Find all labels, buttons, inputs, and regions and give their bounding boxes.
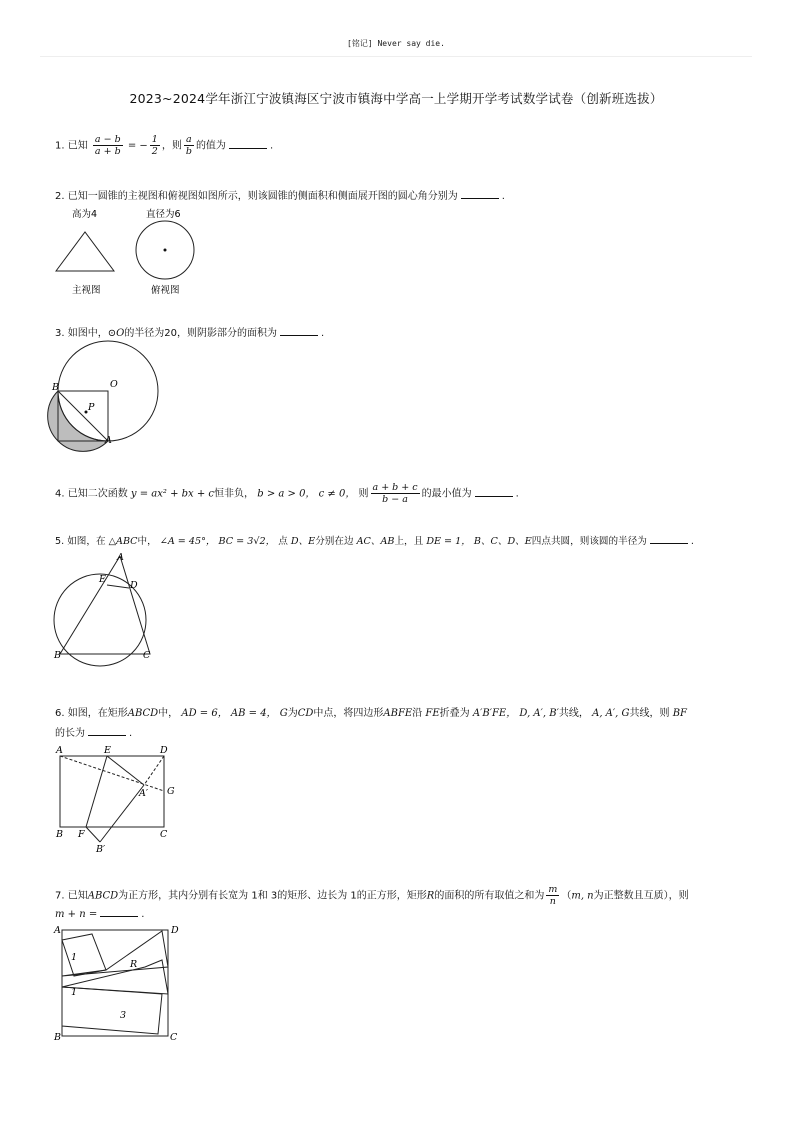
q6-label-b-prime: B′: [96, 844, 106, 855]
q5-segment-de: [107, 585, 129, 588]
q5-de: DE = 1，: [426, 536, 471, 547]
q1-end: .: [269, 140, 274, 152]
question-2: [55, 190, 505, 204]
q6-label-b: B: [56, 829, 63, 840]
question-6: [55, 707, 687, 721]
q5-label-e: E: [99, 574, 106, 585]
q4-end: .: [515, 488, 519, 500]
q6-t-k: 沿: [412, 708, 423, 719]
q7-t-e: 的面积的所有取值之和为: [434, 890, 545, 902]
q5-text-b: 中，: [137, 536, 157, 547]
q6-label-a: A: [56, 745, 63, 756]
q7-label-a: A: [54, 925, 61, 936]
q1-frac2-den: 2: [151, 146, 158, 157]
question-7-line-2: [55, 908, 144, 922]
q2-circle-center: [164, 249, 167, 252]
q2-height-label: 高为4: [72, 209, 98, 220]
q4-fraction: [371, 482, 420, 505]
q7-frac-num: m: [548, 884, 558, 895]
q3-shaded-region: [48, 391, 108, 451]
q4-quadratic: y = ax² + bx + c: [130, 488, 215, 500]
q5-triangle: △ABC: [108, 536, 138, 547]
q6-label-g: G: [167, 786, 175, 797]
q7-end: .: [141, 909, 145, 920]
q7-line2: m + n =: [55, 909, 98, 920]
question-7: [55, 884, 689, 907]
q6-t-s: BF: [672, 708, 687, 719]
q7-t-b: ABCD: [87, 890, 119, 902]
q5-sides: AC、AB: [356, 536, 395, 547]
q6-line2: 的长为: [55, 728, 85, 739]
q6-fold-ea: [107, 756, 144, 785]
q1-answer-blank[interactable]: [229, 140, 267, 149]
q7-fraction: [546, 884, 559, 907]
q4-text-d: 的最小值为: [421, 488, 472, 500]
q7-t-h: 为正整数且互质），则: [593, 890, 689, 902]
q6-figure: [50, 742, 185, 854]
q7-t-c: 为正方形，其内分别有长宽为 1和 3的矩形、边长为 1的正方形，矩形: [118, 890, 427, 902]
q6-t-r: 共线，则: [629, 708, 670, 719]
q6-t-p: 共线，: [558, 708, 589, 719]
q6-t-o: D, A′, B′: [519, 708, 559, 719]
q7-figure: [50, 922, 185, 1043]
q5-text-c: 点: [278, 536, 288, 547]
q6-t-n: A′B′FE，: [472, 708, 517, 719]
question-1: [55, 134, 273, 157]
q5-points: D、E: [290, 536, 316, 547]
q5-angle: ∠A = 45°，: [159, 536, 216, 547]
q6-label-a-prime: A′: [139, 788, 149, 799]
q5-text-e: 上，且: [394, 536, 424, 547]
q3-label-b: B: [52, 382, 59, 393]
q6-line-b-f: [86, 827, 100, 842]
q2-text: 2. 已知一圆锥的主视图和俯视图如图所示，则该圆锥的侧面积和侧面展开图的圆心角分别为: [55, 191, 458, 202]
q7-unit-square-2: [62, 960, 168, 994]
q7-t-g: m, n: [571, 890, 594, 902]
q2-front-caption: 主视图: [72, 285, 101, 296]
q4-text-a: 4. 已知二次函数: [55, 488, 128, 500]
q7-label-1a: 1: [71, 952, 78, 963]
q3-end: .: [321, 328, 325, 339]
q4-text-c: 则: [358, 488, 369, 500]
q6-t-e: AB = 4，: [230, 708, 277, 719]
q6-t-d: AD = 6，: [181, 708, 228, 719]
q7-label-3: 3: [120, 1010, 127, 1021]
q5-text-f: 四点共圆，则该圆的半径为: [531, 536, 647, 547]
q1-fraction-a-over-b: [184, 134, 194, 157]
q6-end: .: [129, 728, 133, 739]
q3-text-b: 的半径为20，则阴影部分的面积为: [124, 328, 278, 339]
q1-frac3-den: b: [185, 146, 192, 157]
q6-fold-fe: [86, 756, 107, 827]
q4-frac-den: b − a: [382, 494, 408, 505]
q1-frac1-num: a − b: [94, 134, 121, 145]
q3-figure: [50, 340, 165, 450]
q5-text-d: 分别在边: [315, 536, 354, 547]
q6-t-j: ABFE: [383, 708, 413, 719]
q6-t-h: CD: [297, 708, 314, 719]
q7-answer-blank[interactable]: [100, 908, 138, 917]
q6-label-d: D: [160, 745, 168, 756]
q1-frac2-num: 1: [151, 134, 158, 145]
q6-rectangle-abcd: [60, 756, 164, 827]
q2-figure: [50, 205, 210, 300]
q3-label-p: P: [88, 402, 95, 413]
q7-label-c: C: [170, 1032, 178, 1043]
q6-label-f: F: [78, 829, 85, 840]
q7-t-f: （: [561, 890, 572, 902]
q4-answer-blank[interactable]: [475, 488, 513, 497]
q6-t-b: ABCD: [127, 708, 159, 719]
q6-t-q: A, A′, G: [592, 708, 630, 719]
q5-figure: [50, 550, 170, 665]
question-6-line-2: [55, 727, 132, 741]
q3-circle-symbol: ⊙O: [107, 328, 125, 339]
q5-label-b: B: [54, 650, 61, 661]
q7-t-d: R: [426, 890, 435, 902]
q1-prefix: 1. 已知: [55, 140, 88, 152]
q4-frac-num: a + b + c: [372, 482, 418, 493]
q5-label-d: D: [130, 580, 138, 591]
q1-fraction-ab: [93, 134, 123, 157]
q5-answer-blank[interactable]: [650, 535, 688, 544]
q7-label-d: D: [171, 925, 179, 936]
question-5: [55, 535, 694, 549]
q3-label-o: O: [110, 379, 118, 390]
q7-unit-square-1: [62, 934, 106, 976]
q5-text-a: 5. 如图，在: [55, 536, 106, 547]
q1-frac3-num: a: [184, 134, 194, 146]
q4-condition-1: b > a > 0，: [257, 488, 316, 500]
q6-line-aa-g: [60, 756, 164, 791]
q6-t-a: 6. 如图，在矩形: [55, 708, 128, 719]
q6-line-d-a: [144, 756, 164, 785]
q6-answer-blank[interactable]: [88, 727, 126, 736]
q1-suffix: 的值为: [195, 140, 226, 152]
header-motto: [铭记] Never say die.: [347, 39, 445, 48]
q6-line-a-b: [100, 785, 144, 842]
q6-t-l: FE: [425, 708, 440, 719]
q1-mid: ，则: [161, 140, 182, 152]
header-divider: [40, 56, 752, 57]
q6-t-c: 中，: [158, 708, 179, 719]
q5-concyclic: B、C、D、E: [473, 536, 532, 547]
q6-label-e: E: [104, 745, 111, 756]
question-4: [55, 482, 519, 505]
q6-t-g: 为: [287, 708, 298, 719]
q2-top-caption: 俯视图: [151, 285, 180, 296]
q7-rectangle-r: [62, 931, 168, 976]
q5-bc: BC = 3√2，: [218, 536, 276, 547]
q6-t-f: G: [279, 708, 288, 719]
q3-answer-blank[interactable]: [280, 327, 318, 336]
q4-condition-2: c ≠ 0，: [318, 488, 356, 500]
q2-diameter-label: 直径为6: [146, 209, 181, 220]
q2-end: .: [501, 191, 505, 202]
q7-frac-den: n: [549, 896, 556, 907]
q2-front-view-triangle: [56, 232, 114, 271]
q1-frac1-den: a + b: [94, 146, 121, 157]
q7-t-a: 7. 已知: [55, 890, 88, 902]
q1-eq: = −: [124, 140, 148, 152]
q6-label-c: C: [160, 829, 168, 840]
q3-label-a: A: [105, 435, 112, 446]
q5-label-c: C: [143, 650, 151, 661]
q1-fraction-half: [150, 134, 160, 157]
question-3: [55, 327, 324, 341]
q4-text-b: 恒非负，: [214, 488, 255, 500]
page-title: 2023~2024学年浙江宁波镇海区宁波市镇海中学高一上学期开学考试数学试卷（创新班选拔）: [129, 91, 663, 106]
q3-text-a: 3. 如图中，: [55, 328, 108, 339]
q7-label-1b: 1: [71, 987, 78, 998]
q5-end: .: [690, 536, 694, 547]
q6-t-i: 中点，将四边形: [313, 708, 384, 719]
q2-answer-blank[interactable]: [461, 190, 499, 199]
q5-label-a: A: [117, 552, 124, 563]
q7-label-r: R: [130, 959, 138, 970]
q5-triangle-abc: [60, 556, 150, 654]
q6-t-m: 折叠为: [439, 708, 470, 719]
q7-label-b: B: [54, 1032, 61, 1043]
